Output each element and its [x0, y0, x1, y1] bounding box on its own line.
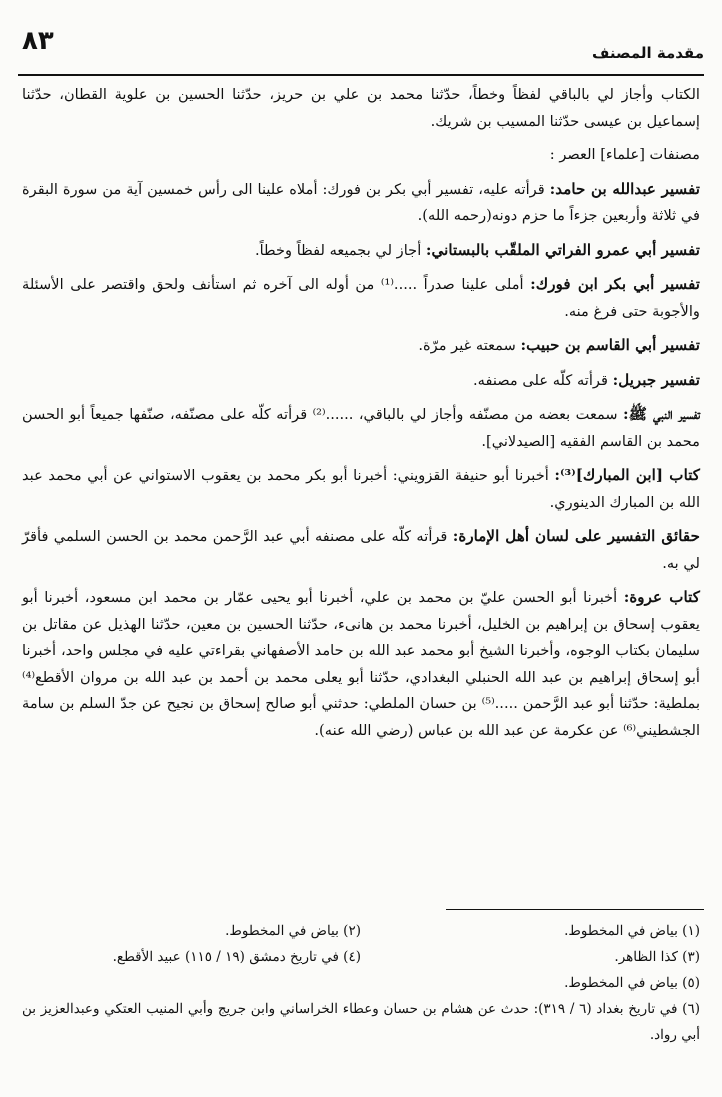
footnote-rule — [446, 909, 704, 910]
entry-heading: تفسير عبدالله بن حامد: — [549, 179, 700, 198]
entry-heading: كتاب [ابن المبارك]⁽³⁾: — [554, 466, 701, 484]
paragraph-6: تفسير أبي القاسم بن حبيب: سمعته غير مرّة. — [418, 336, 700, 354]
footnote-4: (٤) في تاريخ دمشق (١٩ / ١١٥) عبيد الأقطع. — [112, 949, 361, 965]
entry-heading: تفسير أبي عمرو الفراتي الملقّب بالبستاني: — [425, 240, 700, 259]
entry-heading: كتاب عروة: — [623, 588, 700, 606]
paragraph-8: تفسير النبي ﷺ: سمعت بعضه من مصنّفه وأجاز لي بالباقي، ......⁽²⁾ قرأته كلّه على مصنّفه، صنّفها جميعاً أبو الحسن محمد بن القاسم الفقيه [الصيدلاني]. — [22, 405, 701, 450]
paragraph-2: مصنفات [علماء] العصر : — [549, 146, 700, 163]
footnote-6: (٦) في تاريخ بغداد (٦ / ٣١٩): حدث عن هشام بن حسان وعطاء الخراساني وابن جريج وأبي المنيب العتكي وعبدالعزيز بن أبي رواد. — [22, 1001, 701, 1043]
entry-heading: حقائق التفسير على لسان أهل الإمارة: — [452, 527, 700, 545]
paragraph-3: تفسير عبدالله بن حامد: قرأته عليه، تفسير أبي بكر بن فورك: أملاه علينا الى رأس خمسين آية من سورة البقرة في ثلاثة وأربعين جزءاً ما حزم دونه(رحمه الله). — [22, 179, 700, 224]
main-text — [22, 82, 700, 751]
paragraph-11: كتاب عروة: أخبرنا أبو الحسن عليّ بن محمد بن علي، أخبرنا أبو يحيى عمّار بن محمد ابن مسعود، أخبرنا أبو يعقوب إسحاق بن إبراهيم بن الخليل، أخبرنا محمد بن هانىء، حدّثنا الحسين بن معين، حدّثنا الهذيل عن مقاتل بن سليمان بكتاب الوجوه، وأخبرنا الشيخ أبو محمد عبد الله بن حامد الأصفهاني بقراءتي عليه في مجلس واحد، أخبرنا أبو إسحاق إبراهيم بن عبد الله الحنبلي البغدادي، حدّثنا أبو يعلى محمد بن أحمد بن عبد الله بن مروان الأقطع⁽⁴⁾ بملطية: حدّثنا أبو عبد الرَّحمن .....⁽⁵⁾ بن حسان الملطي: حدثني أبو صالح إسحاق بن نجيح عن جدّ السلم بن سامة الجشطيني⁽⁶⁾ عن عكرمة عن عبد الله بن عباس (رضي الله عنه). — [22, 588, 701, 739]
footnote-2: (٢) بياض في المخطوط. — [225, 923, 361, 939]
entry-heading: تفسير جبريل: — [612, 370, 700, 389]
paragraph-7: تفسير جبريل: قرأته كلّه على مصنفه. — [473, 370, 700, 389]
entry-heading: تفسير أبي بكر ابن فورك: — [530, 275, 700, 293]
paragraph-4: تفسير أبي عمرو الفراتي الملقّب بالبستاني: أجاز لي بجميعه لفظاً وخطاً. — [254, 240, 700, 259]
footnote-1: (١) بياض في المخطوط. — [564, 923, 700, 939]
footnote-row — [22, 944, 700, 970]
running-title: مقدمة المصنف — [592, 44, 704, 62]
paragraph-9: كتاب [ابن المبارك]⁽³⁾: أخبرنا أبو حنيفة القزويني: أخبرنا أبو بكر محمد بن يعقوب الاستواني عن أبي محمد عبد الله بن المبارك الدينوري. — [22, 466, 701, 511]
paragraph-1: الكتاب وأجاز لي بالباقي لفظاً وخطاً، حدّثنا محمد بن علي بن حريز، حدّثنا الحسين بن علوية القطان، حدّثنا إسماعيل بن عيسى حدّثنا المسيب بن شريك. — [22, 86, 700, 130]
entry-heading: تفسير أبي القاسم بن حبيب: — [520, 336, 700, 354]
footnote-row — [22, 970, 700, 996]
footnote-5: (٥) بياض في المخطوط. — [564, 975, 700, 991]
paragraph-10: حقائق التفسير على لسان أهل الإمارة: قرأته كلّه على مصنفه أبي عبد الرَّحمن محمد بن الحسن السلمي فأقرّ لي به. — [22, 527, 700, 572]
entry-heading: تفسير النبي ﷺ: — [623, 405, 701, 423]
paragraph-5: تفسير أبي بكر ابن فورك: أملى علينا صدراً .....⁽¹⁾ من أوله الى آخره ثم استأنف ولحق واقتصر على الأسئلة والأجوبة حتى فرغ منه. — [22, 275, 700, 320]
page-number: ٨٣ — [22, 26, 54, 56]
header-rule — [18, 74, 704, 76]
footnote-row — [22, 918, 700, 944]
footnotes — [22, 918, 700, 1048]
footnote-row — [22, 996, 700, 1048]
footnote-3: (٣) كذا الظاهر. — [614, 949, 700, 965]
